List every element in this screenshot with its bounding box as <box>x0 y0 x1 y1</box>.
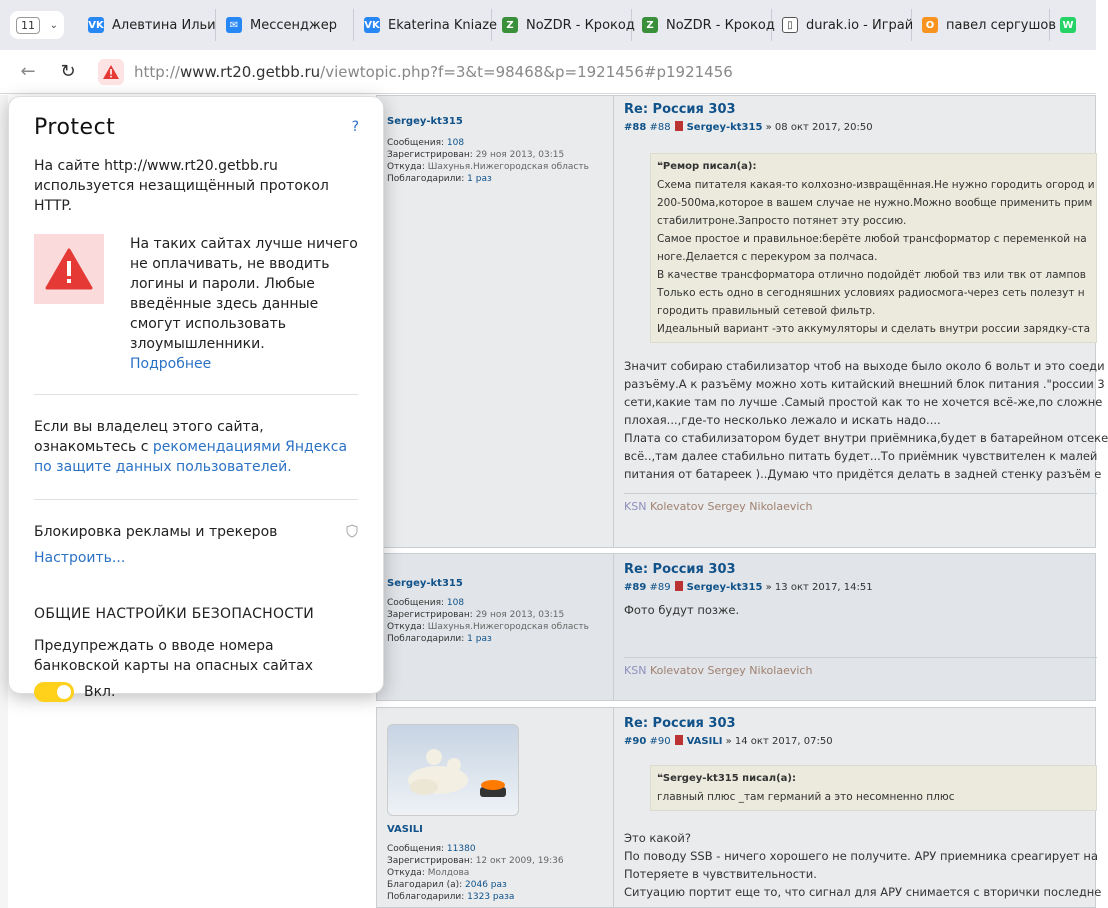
tab-item[interactable] <box>216 9 354 41</box>
adblock-label: Блокировка рекламы и трекеров <box>34 524 278 540</box>
post-90 <box>376 707 1102 908</box>
protect-logo: Protect <box>34 115 116 140</box>
page-icon: ▯ <box>782 17 798 33</box>
text-line: плохая...,где-то несколько лежало и искать надо.... <box>624 413 941 427</box>
toggle-state: Вкл. <box>84 684 116 700</box>
post-icon <box>675 581 683 591</box>
tab-title: NoZDR - Крокод <box>666 17 775 33</box>
tab-item[interactable] <box>1050 9 1080 41</box>
post-body <box>624 829 1102 901</box>
tab-title: Ekaterina Kniaze <box>388 17 498 33</box>
tab-title: NoZDR - Крокод <box>526 17 635 33</box>
divider <box>34 394 358 395</box>
more-link[interactable]: Подробнее <box>130 356 212 372</box>
warning-text: На таких сайтах лучше ничего не оплачивать, не вводить логины и пароли. Любые введённые здесь данные смогут использовать злоумышленники. <box>130 236 358 352</box>
post-body <box>624 357 1108 483</box>
protect-intro: На сайте http://www.rt20.getbb.ru используется незащищённый протокол HTTP. <box>34 158 329 214</box>
tab-count: 11 <box>16 17 40 34</box>
warning-box <box>34 234 358 372</box>
post-author[interactable]: Sergey-kt315 <box>387 116 463 127</box>
tab-title: павел сергушов <box>946 17 1056 33</box>
text-line: Плата со стабилизатором будет внутри приёмника,будет в батарейном отсеке <box>624 431 1108 445</box>
text-line: В качестве трансформатора отлично подойдёт любой твз или твк от лампов <box>657 269 1086 281</box>
text-line: ноге.Делается с перекуром за полчаса. <box>657 251 878 263</box>
messages-count[interactable]: 108 <box>446 138 465 148</box>
post-icon <box>675 735 683 745</box>
back-arrow-icon[interactable]: ← <box>20 61 36 82</box>
quote-block <box>650 153 1097 343</box>
shield-icon <box>346 524 358 541</box>
ok-icon: О <box>922 17 938 33</box>
text-line: Схема питателя какая-то колхозно-извращённая.Не нужно городить огород и <box>657 179 1095 191</box>
card-warning-toggle[interactable] <box>34 682 74 702</box>
text-line: Только есть одно в сегодняшних условиях радиосмога-через сеть полезут н <box>657 287 1085 299</box>
text-line: городить правильный сетевой фильтр. <box>657 305 876 317</box>
post-number-link[interactable]: #88 <box>624 122 647 133</box>
post-title[interactable]: Re: Россия 303 <box>624 716 736 731</box>
address-bar <box>0 50 1096 94</box>
vk-icon: VK <box>88 17 104 33</box>
text-line: разъёму.А к разъёму можно хоть китайский внешний блок питания ."россии 3 <box>624 377 1105 391</box>
nozdr-icon: Z <box>642 17 658 33</box>
post-89 <box>376 553 1096 701</box>
insecure-warning-icon[interactable] <box>98 59 124 85</box>
help-icon[interactable]: ? <box>351 119 359 135</box>
author-meta: Сообщения: 108 Зарегистрирован: 29 ноя 2013, 03:15 Откуда: Шахунья.Нижегородская область Поблагодарили: 1 раз <box>387 598 589 644</box>
tab-title: Мессенджер <box>250 17 337 33</box>
tab-title: durak.io - Играй <box>806 17 914 33</box>
text-line: стабилитроне.Запросто потянет эту россию. <box>657 215 907 227</box>
post-info: #88 #88 Sergey-kt315 » 08 окт 2017, 20:50 <box>624 122 873 133</box>
text-line: всё..,там далее стабильно питать будет...То приёмник чувствителен к малей <box>624 449 1098 463</box>
post-author[interactable]: Sergey-kt315 <box>387 578 463 589</box>
text-line: Значит собираю стабилизатор чтоб на выходе было около 6 вольт и это соеди <box>624 359 1105 373</box>
url-prefix: http:// <box>134 62 180 81</box>
reload-icon[interactable]: ↻ <box>60 61 76 82</box>
author-meta: Сообщения: 108 Зарегистрирован: 29 ноя 2013, 03:15 Откуда: Шахунья.Нижегородская область Поблагодарили: 1 раз <box>387 138 589 184</box>
text-line: Самое простое и правильное:берёте любой трансформатор с переменкой на <box>657 233 1087 245</box>
alert-triangle-icon <box>34 234 104 304</box>
protect-popup <box>8 96 384 700</box>
post-icon <box>675 121 683 131</box>
vk-icon: VK <box>364 17 380 33</box>
tab-item[interactable] <box>772 9 912 41</box>
quote-block <box>650 765 1097 811</box>
general-settings-heading: ОБЩИЕ НАСТРОЙКИ БЕЗОПАСНОСТИ <box>34 606 315 622</box>
url-field[interactable] <box>134 63 733 81</box>
whatsapp-icon: W <box>1060 17 1076 33</box>
thanks-count[interactable]: 1 раз <box>467 174 492 184</box>
tab-title: Алевтина Ильи <box>112 17 216 33</box>
configure-link[interactable]: Настроить... <box>34 550 126 566</box>
owner-text: Если вы владелец этого сайта, ознакомьтесь с рекомендациями Яндекса по защите данных пользователей. <box>34 419 348 475</box>
quote-header: ❝Sergey-kt315 писал(а): <box>657 773 796 784</box>
text-line: сети,какие там по лучше .Самый простой как то не хочется всё-же,по сложне <box>624 395 1103 409</box>
divider <box>34 499 358 500</box>
card-warning-label: Предупреждать о вводе номера банковской карты на опасных сайтах <box>34 638 314 674</box>
left-gutter <box>0 95 8 908</box>
quote-text: главный плюс _там германий а это несомненно плюс <box>657 791 955 803</box>
post-body: Фото будут позже. <box>624 603 740 617</box>
text-line: Потеряете в чувствительности. <box>624 867 817 881</box>
signature: KSN Kolevatov Sergey Nikolaevich <box>624 493 1097 513</box>
post-88 <box>376 95 1108 548</box>
post-title[interactable]: Re: Россия 303 <box>624 562 736 577</box>
tab-counter-button[interactable] <box>10 11 64 39</box>
url-host: www.rt20.getbb.ru <box>179 62 321 81</box>
text-line: Идеальный вариант -это аккумуляторы и сделать внутри россии зарядку-ста <box>657 323 1091 335</box>
nozdr-icon: Z <box>502 17 518 33</box>
signature: KSN Kolevatov Sergey Nikolaevich <box>624 657 1097 677</box>
yandex-recommendations-link[interactable]: рекомендациями Яндекса по защите данных пользователей. <box>34 439 348 475</box>
chevron-down-icon: ⌄ <box>49 19 58 31</box>
text-line: Ситуацию портит еще то, что сигнал для АРУ снимается с вторички последне <box>624 885 1102 899</box>
quote-text <box>657 176 1095 338</box>
text-line: По поводу SSB - ничего хорошего не получите. АРУ приемника среагирует на <box>624 849 1098 863</box>
post-info: #90 #90 VASILI » 14 окт 2017, 07:50 <box>624 736 833 747</box>
post-title[interactable]: Re: Россия 303 <box>624 102 736 117</box>
tabs-row <box>78 9 1080 41</box>
tab-item[interactable] <box>492 9 635 41</box>
tab-item[interactable] <box>632 9 775 41</box>
text-line: Это какой? <box>624 831 691 845</box>
tab-item[interactable] <box>78 9 216 41</box>
url-path: /viewtopic.php?f=3&t=98468&p=1921456#p1921456 <box>320 62 733 81</box>
quote-header: ❝Ремор писал(а): <box>657 161 757 172</box>
text-line: питания от батареек )..Думаю что придётся делать в задней стенку разъём е <box>624 467 1102 481</box>
tab-item[interactable] <box>912 9 1056 41</box>
tab-bar <box>0 0 1096 50</box>
tab-item[interactable] <box>354 9 498 41</box>
post-author[interactable]: VASILI <box>387 824 423 835</box>
text-line: 200-500ма,которое в вашем случае не нужно.Можно вообще применить прим <box>657 197 1093 209</box>
post-info: #89 #89 Sergey-kt315 » 13 окт 2017, 14:51 <box>624 582 873 593</box>
messenger-icon: ✉ <box>226 17 242 33</box>
avatar <box>387 724 519 816</box>
author-meta: Сообщения: 11380 Зарегистрирован: 12 окт 2009, 19:36 Откуда: Молдова Благодарил (а): 2046 раз Поблагодарили: 1323 раза <box>387 844 564 902</box>
